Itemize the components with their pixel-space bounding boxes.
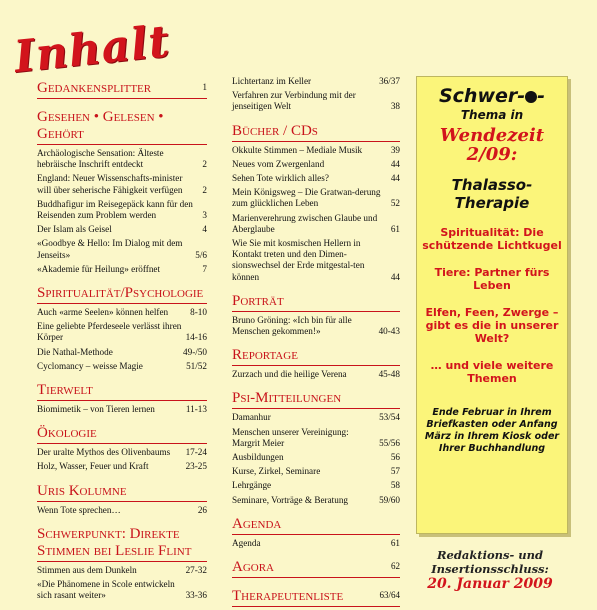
toc-entry <box>232 427 400 449</box>
toc-entry-page: 44 <box>390 158 400 169</box>
toc-entry <box>37 565 207 576</box>
section-heading <box>232 123 400 142</box>
toc-entry-title: Lehrgänge <box>232 480 272 491</box>
toc-entry <box>232 187 400 209</box>
toc-entry-page: 27-32 <box>185 564 207 575</box>
toc-entry-title: Archäologische Sensation: Älteste hebräische Inschrift entdeckt <box>37 148 164 170</box>
toc-entry <box>232 213 400 235</box>
preview-magazine-issue: Wendezeit 2/09: <box>439 125 545 165</box>
section-heading-text: Uris Kolumne <box>37 482 127 499</box>
section-heading <box>37 382 207 401</box>
toc-entry-title: Okkulte Stimmen – Mediale Musik <box>232 144 363 155</box>
toc-entry-page: 53/54 <box>379 412 400 423</box>
toc-entry <box>37 307 207 318</box>
toc-entry-title: Biomimetik – von Tieren lernen <box>37 404 155 415</box>
section-heading <box>37 80 207 99</box>
toc-entry <box>232 90 400 112</box>
toc-section <box>232 559 400 578</box>
toc-section <box>232 293 400 337</box>
toc-entry-title: Buddhafigur im Reisegepäck kann für den Reisenden zum Problem werden <box>37 198 193 221</box>
toc-entry <box>37 173 207 195</box>
toc-entry-title: Ausbildungen <box>232 452 284 463</box>
toc-entry-page: 7 <box>202 263 207 274</box>
deadline-label-2: Insertionsschluss: <box>431 562 549 576</box>
toc-entry <box>37 148 207 170</box>
section-heading-text: Ökologie <box>37 425 97 442</box>
toc-entry-title: Kurse, Zirkel, Seminare <box>232 466 321 477</box>
toc-entry <box>232 145 400 156</box>
toc-entry <box>232 315 400 337</box>
section-heading-text: Agenda <box>232 515 282 532</box>
preview-box <box>416 76 568 534</box>
toc-entry-page: 26 <box>197 504 207 515</box>
toc-entry-page: 59/60 <box>379 494 400 505</box>
toc-entry-title: England: Neuer Wissenschafts-minister will über seherische Fähigkeit verfügen <box>37 173 183 195</box>
section-heading-text: Therapeutenliste <box>232 588 344 605</box>
toc-entry-page: 33-36 <box>185 590 207 601</box>
toc-entry-title: Seminare, Vorträge & Beratung <box>232 494 349 505</box>
toc-entry-title: Die Nathal-Methode <box>37 346 113 357</box>
deadline-label-1: Redaktions- und <box>436 548 544 562</box>
preview-subheading: Thema in <box>460 108 524 122</box>
toc-entry-page: 52 <box>390 198 400 209</box>
section-heading-text: Schwerpunkt: Direkte Stimmen bei Leslie Flint <box>37 525 192 559</box>
toc-entry-page: 36/37 <box>379 76 400 86</box>
section-heading <box>232 293 400 312</box>
toc-entry-page: 2 <box>202 159 207 170</box>
section-heading <box>232 390 400 409</box>
toc-entry-title: Agenda <box>232 537 261 548</box>
toc-entry <box>232 369 400 380</box>
section-heading-text: Gedankensplitter <box>37 80 152 96</box>
toc-column-left <box>37 80 207 604</box>
section-heading <box>232 347 400 366</box>
toc-entry-page: 23-25 <box>185 461 207 472</box>
toc-entry-title: Verfahren zur Verbindung mit der jenseitigen Welt <box>232 90 356 112</box>
toc-entry <box>37 461 207 472</box>
preview-point-1: Spiritualität: Die schützende Lichtkugel <box>422 226 562 252</box>
section-heading <box>37 109 207 145</box>
preview-heading <box>417 85 567 107</box>
toc-entry-title: Damanhur <box>232 412 271 423</box>
toc-entry-title: Wie Sie mit kosmischen Hellern in Kontakt treten und den Dimen-sionswechsel der Erde mitgestal-ten können <box>232 238 365 282</box>
toc-entry <box>232 159 400 170</box>
toc-entry-page: 45-48 <box>378 369 400 380</box>
toc-section <box>37 425 207 472</box>
deadline-footer <box>410 548 570 592</box>
deadline-date: 20. Januar 2009 <box>427 576 553 592</box>
section-heading <box>232 559 400 578</box>
toc-entry-title: Neues vom Zwergenland <box>232 158 325 169</box>
section-heading <box>37 285 207 304</box>
toc-entry-title: Stimmen aus dem Dunkeln <box>37 564 137 575</box>
toc-section <box>232 76 400 113</box>
preview-heading-b: - <box>537 85 546 107</box>
toc-entry <box>37 347 207 358</box>
section-heading-text: Agora <box>232 559 275 576</box>
toc-entry <box>232 538 400 549</box>
toc-entry-title: Der Islam als Geisel <box>37 224 112 235</box>
toc-entry-title: Marienverehrung zwischen Glaube und Aberglaube <box>232 212 378 234</box>
toc-entry <box>37 505 207 516</box>
section-page-number: 1 <box>202 82 207 92</box>
toc-entry-page: 49-/50 <box>183 346 207 357</box>
toc-entry-title: Auch «arme Seelen» können helfen <box>37 307 169 318</box>
toc-entry-page: 38 <box>390 101 400 112</box>
toc-entry <box>232 76 400 87</box>
toc-entry-title: Eine geliebte Pferdeseele verlässt ihren Körper <box>37 321 182 343</box>
toc-entry-page: 11-13 <box>185 404 207 415</box>
section-page-number: 63/64 <box>379 590 400 601</box>
section-heading-text: Psi-Mitteilungen <box>232 390 342 407</box>
toc-entry <box>232 452 400 463</box>
toc-section <box>37 382 207 415</box>
toc-entry <box>232 495 400 506</box>
toc-section <box>37 109 207 275</box>
toc-entry-title: Mein Königsweg – Die Gratwan-derung zum glücklichen Leben <box>232 187 381 209</box>
preview-availability-note: Ende Februar in Ihrem Briefkasten oder Anfang März in Ihrem Kiosk oder Ihrer Buchhandlung <box>424 407 560 454</box>
toc-entry <box>232 466 400 477</box>
toc-column-middle <box>232 76 400 610</box>
page-title: Inhalt <box>11 15 173 84</box>
toc-entry-page: 44 <box>390 271 400 282</box>
toc-entry-title: Menschen unserer Vereinigung: Margrit Meier <box>232 426 349 448</box>
toc-section <box>232 390 400 505</box>
section-heading-text: Spiritualität/Psychologie <box>37 285 204 302</box>
toc-entry <box>232 173 400 184</box>
section-heading-text: Bücher / CDs <box>232 122 318 139</box>
toc-entry <box>37 404 207 415</box>
toc-section <box>232 123 400 283</box>
toc-entry <box>232 412 400 423</box>
toc-entry-title: «Die Phänomene in Scole entwickeln sich rasant weiter» <box>37 579 175 601</box>
toc-entry-title: «Akademie für Heilung» eröffnet <box>37 263 161 274</box>
section-heading <box>232 588 400 607</box>
toc-section <box>232 516 400 549</box>
preview-heading-a: Schwer- <box>438 85 526 107</box>
toc-entry-title: Wenn Tote sprechen… <box>37 504 121 515</box>
toc-entry <box>232 480 400 491</box>
toc-entry <box>37 447 207 458</box>
toc-entry-page: 58 <box>390 480 400 491</box>
section-heading <box>37 526 207 562</box>
toc-entry-page: 14-16 <box>185 332 207 343</box>
toc-entry <box>232 238 400 283</box>
toc-entry-title: Cyclomancy – weisse Magie <box>37 360 143 371</box>
toc-entry-page: 51/52 <box>186 360 207 371</box>
preview-point-3: Elfen, Feen, Zwerge – gibt es die in unserer Welt? <box>425 306 559 345</box>
toc-entry-page: 40-43 <box>378 326 400 337</box>
dot-icon <box>525 91 537 103</box>
section-heading <box>37 483 207 502</box>
section-heading <box>232 516 400 535</box>
toc-entry-page: 4 <box>202 224 207 235</box>
toc-section <box>232 347 400 380</box>
section-heading-text: Reportage <box>232 347 298 364</box>
toc-section <box>37 80 207 99</box>
toc-section <box>37 526 207 602</box>
toc-entry-page: 3 <box>202 210 207 221</box>
toc-section <box>37 483 207 516</box>
toc-entry-page: 55/56 <box>379 437 400 448</box>
toc-entry-title: Lichtertanz im Keller <box>232 76 312 86</box>
toc-entry-title: Holz, Wasser, Feuer und Kraft <box>37 461 149 472</box>
toc-section <box>232 588 400 607</box>
toc-entry-title: «Goodbye & Hello: Im Dialog mit dem Jenseits» <box>37 238 183 260</box>
preview-topic: Thalasso-Therapie <box>451 176 533 212</box>
toc-entry <box>37 238 207 260</box>
toc-entry <box>37 264 207 275</box>
toc-entry-title: Bruno Gröning: «Ich bin für alle Menschen gekommen!» <box>232 314 352 337</box>
toc-entry-page: 57 <box>390 466 400 477</box>
toc-section <box>37 285 207 372</box>
section-heading <box>37 425 207 444</box>
toc-entry <box>37 321 207 343</box>
toc-entry-page: 8-10 <box>190 307 207 318</box>
preview-point-4: … und viele weitere Themen <box>430 359 554 385</box>
preview-point-2: Tiere: Partner fürs Leben <box>434 266 550 292</box>
toc-entry <box>37 579 207 601</box>
toc-entry-page: 39 <box>390 144 400 155</box>
toc-entry-title: Der uralte Mythos des Olivenbaums <box>37 447 171 458</box>
section-heading-text: Porträt <box>232 292 284 309</box>
toc-entry-page: 44 <box>390 173 400 184</box>
toc-entry-page: 61 <box>390 537 400 548</box>
toc-entry-page: 56 <box>390 452 400 463</box>
section-page-number: 62 <box>391 561 400 572</box>
toc-entry-title: Zurzach und die heilige Verena <box>232 369 347 380</box>
toc-entry <box>37 361 207 372</box>
section-heading-text: Tierwelt <box>37 382 93 399</box>
toc-entry-page: 17-24 <box>185 447 207 458</box>
toc-entry-page: 61 <box>390 223 400 234</box>
toc-entry-title: Sehen Tote wirklich alles? <box>232 173 329 184</box>
section-heading-text: Gesehen • Gelesen • Gehört <box>37 109 164 142</box>
toc-entry-page: 2 <box>202 184 207 195</box>
toc-entry <box>37 224 207 235</box>
toc-entry-page: 5/6 <box>195 249 207 260</box>
toc-entry <box>37 199 207 221</box>
